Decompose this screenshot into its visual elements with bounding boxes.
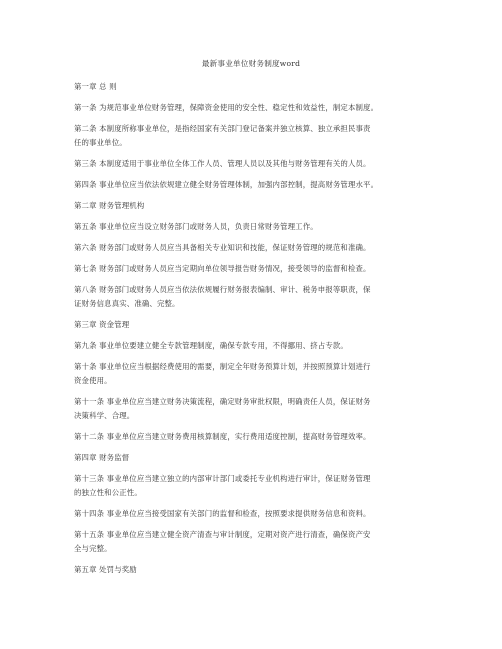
paragraph <box>74 80 434 94</box>
paragraph <box>74 199 434 213</box>
paragraph-line: 任的事业单位。 <box>74 138 127 147</box>
document-title: 最新事业单位财务制度word <box>201 59 301 68</box>
paragraph-line: 第五章 处罚与奖励 <box>74 565 137 574</box>
paragraph-line: 第十三条 事业单位应当建立独立的内部审计部门或委托专业机构进行审计，保证财务管理 <box>74 474 371 483</box>
paragraph-line: 第十五条 事业单位应当建立健全资产清查与审计制度，定期对资产进行清查，确保资产安 <box>74 530 371 539</box>
paragraph-line: 决策科学、合理。 <box>74 411 135 420</box>
paragraph-line: 第十四条 事业单位应当接受国家有关部门的监督和检查，按照要求提供财务信息和资料。 <box>74 509 371 518</box>
paragraph-line: 第三条 本制度适用于事业单位全体工作人员、管理人员以及其他与财务管理有关的人员。 <box>74 159 371 168</box>
paragraph <box>74 283 434 311</box>
paragraph <box>74 157 434 171</box>
paragraph-line: 的独立性和公正性。 <box>74 488 142 497</box>
paragraph-line: 第十一条 事业单位应当建立财务决策流程，确定财务审批权限，明确责任人员，保证财务 <box>74 397 371 406</box>
paragraph-line: 全与完整。 <box>74 544 112 553</box>
paragraph-line: 第十二条 事业单位应当建立财务费用核算制度，实行费用适度控制，提高财务管理效率。 <box>74 432 371 441</box>
paragraph <box>74 451 434 465</box>
paragraph <box>74 122 434 150</box>
paragraph <box>74 360 434 388</box>
paragraph <box>74 472 434 500</box>
paragraph-line: 第三章 资金管理 <box>74 320 130 329</box>
paragraph-line: 第五条 事业单位应当设立财务部门或财务人员，负责日常财务管理工作。 <box>74 222 318 231</box>
paragraph <box>74 339 434 353</box>
paragraph-line: 第二章 财务管理机构 <box>74 201 145 210</box>
paragraph <box>74 220 434 234</box>
paragraph-line: 第四章 财务监督 <box>74 453 130 462</box>
paragraph <box>74 101 434 115</box>
paragraph <box>74 262 434 276</box>
paragraph-line: 第四条 事业单位应当依法依规建立健全财务管理体制，加强内部控制，提高财务管理水平。 <box>74 180 379 189</box>
paragraph-line: 第一章 总 则 <box>74 82 117 91</box>
paragraph <box>74 178 434 192</box>
paragraph <box>74 241 434 255</box>
paragraph-line: 第九条 事业单位要建立健全专款管理制度，确保专款专用，不得挪用、挤占专款。 <box>74 341 348 350</box>
paragraph-line: 第六条 财务部门或财务人员应当具备相关专业知识和技能，保证财务管理的规范和准确。 <box>74 243 371 252</box>
paragraph <box>74 430 434 444</box>
paragraph-line: 第一条 为规范事业单位财务管理，保障资金使用的安全性、稳定性和效益性，制定本制度。 <box>74 103 379 112</box>
paragraph-line: 第八条 财务部门或财务人员应当依法依规履行财务报表编制、审计、税务申报等职责，保 <box>74 285 371 294</box>
paragraph-line: 证财务信息真实、准确、完整。 <box>74 299 180 308</box>
paragraph <box>74 563 434 577</box>
paragraph-line: 第十条 事业单位应当根据经费使用的需要，制定全年财务预算计划，并按照预算计划进行 <box>74 362 371 371</box>
paragraph-line: 资金使用。 <box>74 376 112 385</box>
paragraph <box>74 395 434 423</box>
paragraph <box>74 318 434 332</box>
paragraph <box>74 528 434 556</box>
paragraph-line: 第七条 财务部门或财务人员应当定期向单位领导报告财务情况，接受领导的监督和检查。 <box>74 264 371 273</box>
paragraph <box>74 507 434 521</box>
paragraph-line: 第二条 本制度所称事业单位，是指经国家有关部门登记备案并独立核算、独立承担民事责 <box>74 124 371 133</box>
